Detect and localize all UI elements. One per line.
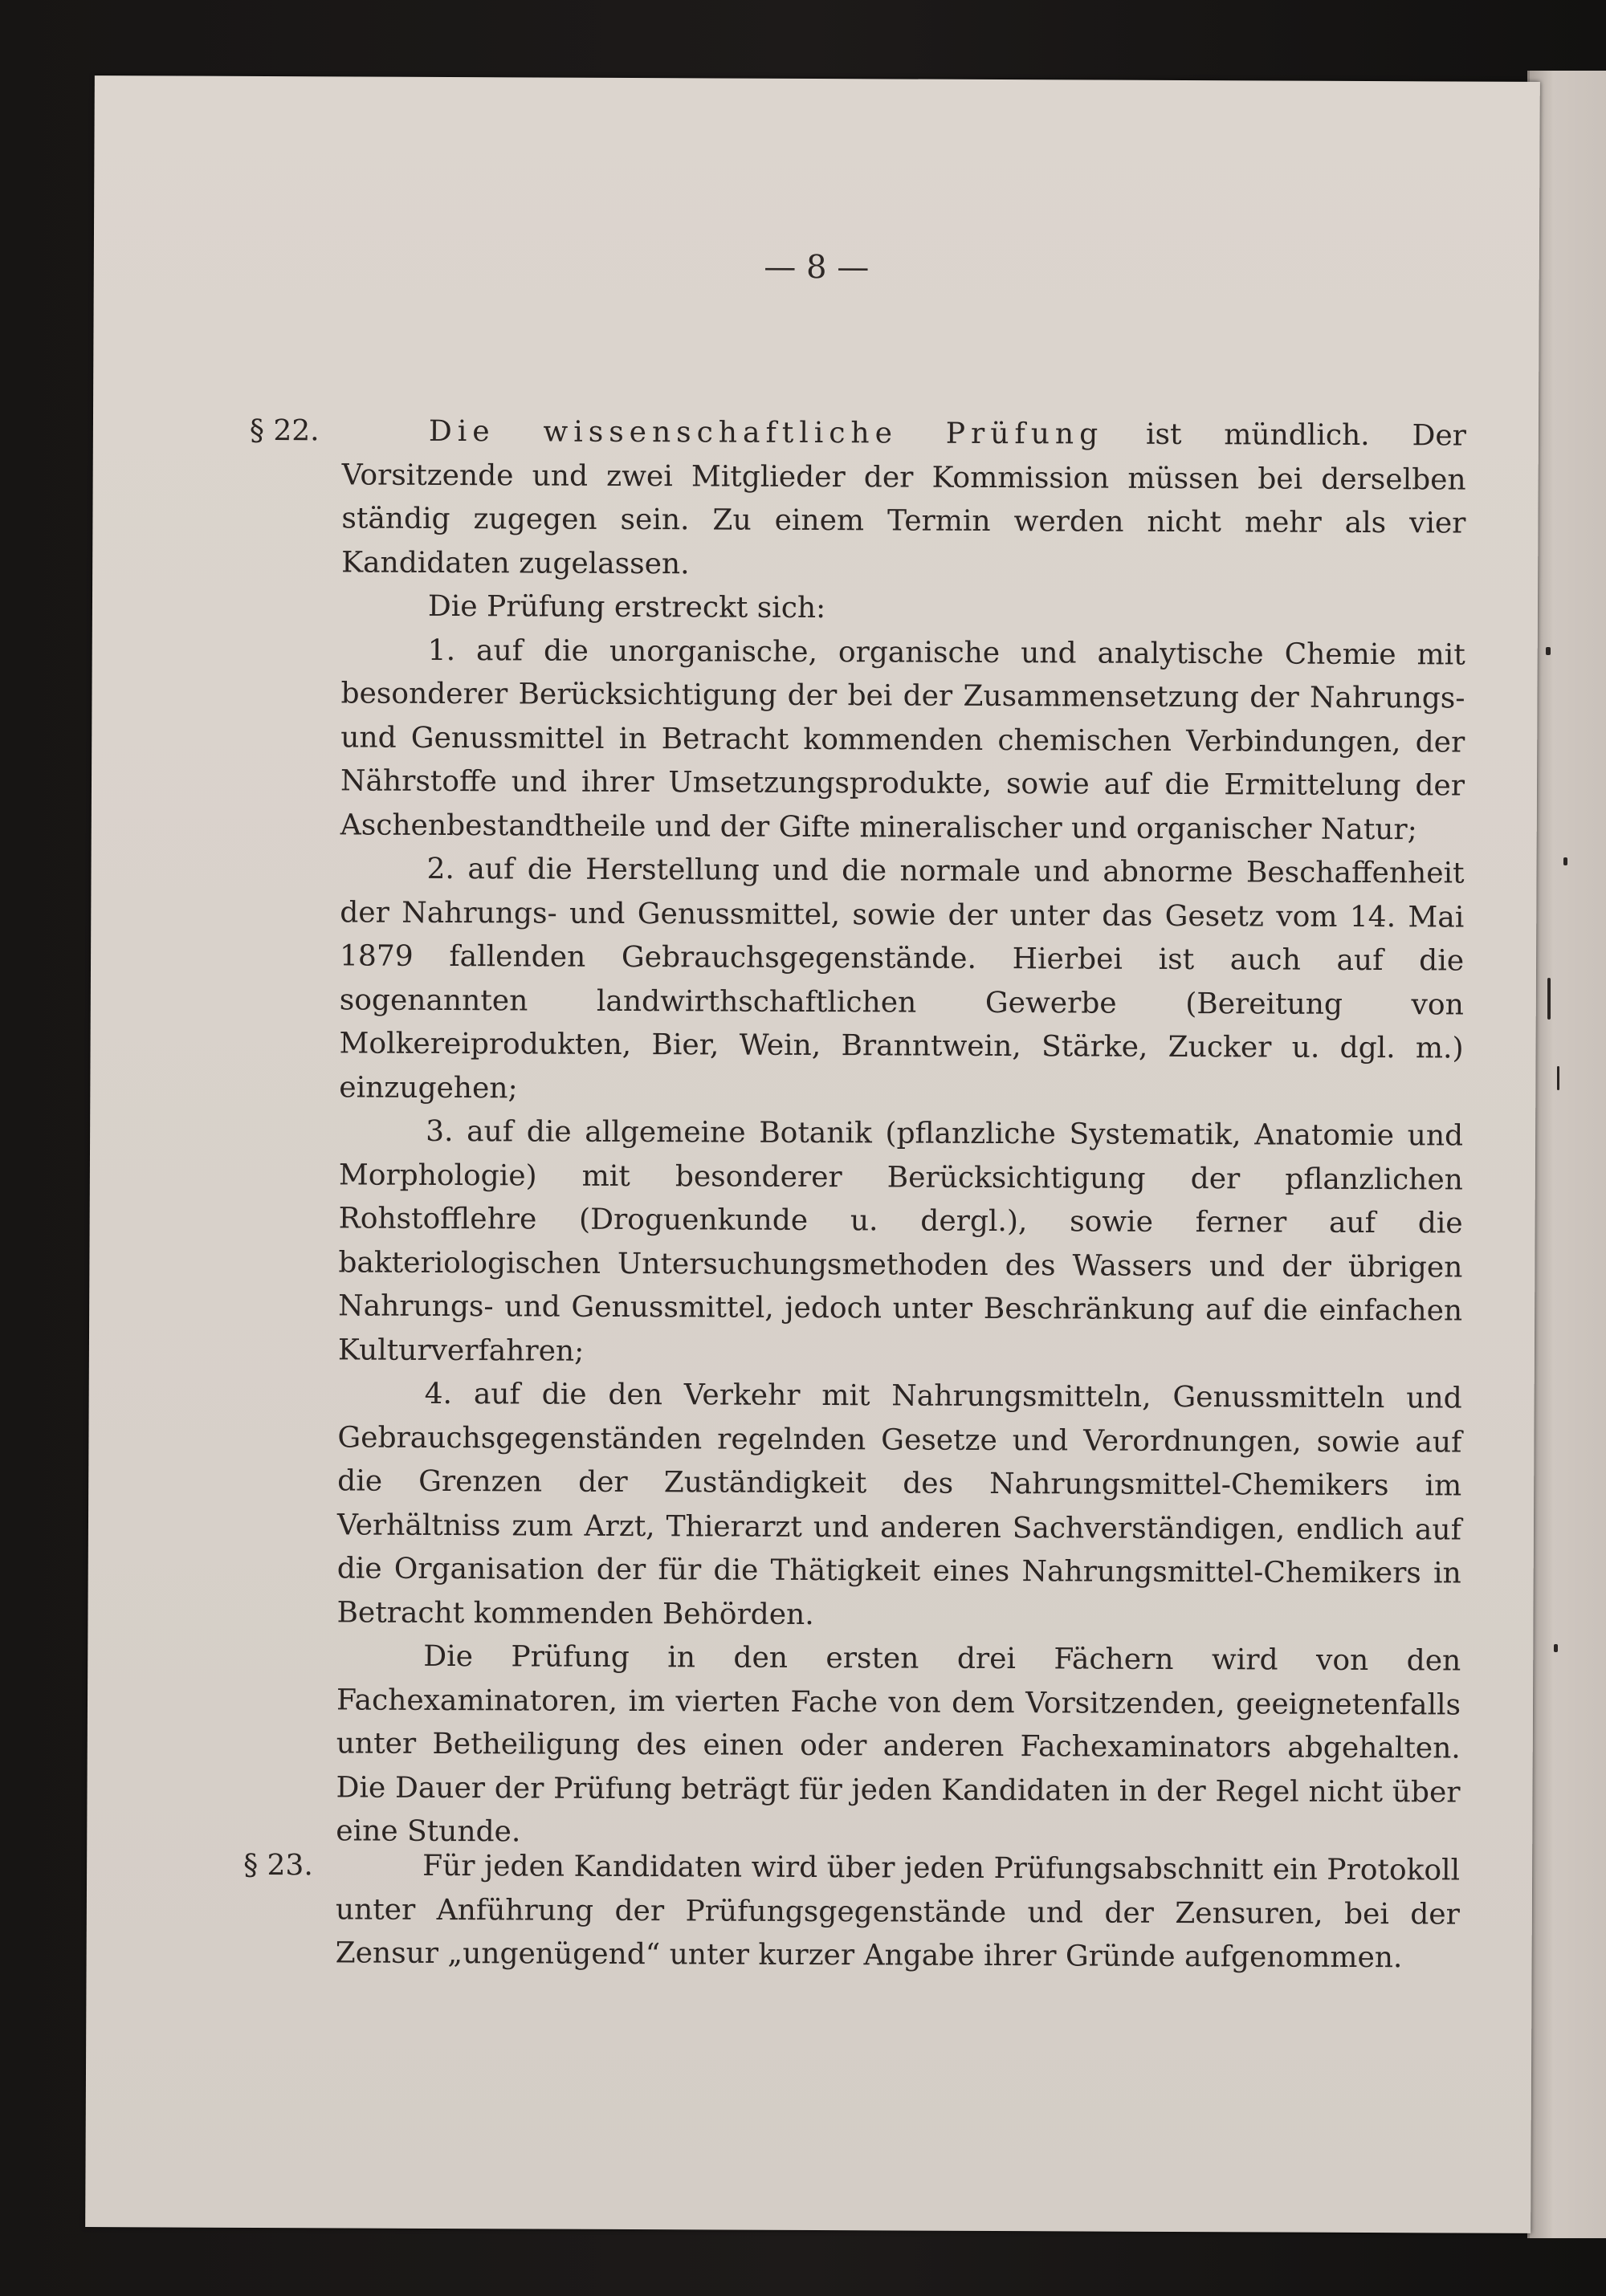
- bleed-through-mark: [1557, 1066, 1559, 1090]
- section-number: § 23.: [243, 1848, 313, 1883]
- section-number: § 22.: [249, 413, 320, 448]
- section-22: [249, 409, 1466, 1858]
- list-item: 1. auf die unorganische, organische und analytische Chemie mit besonderer Berücksichtigung der bei der Zusammensetzung der Nahrungs- und Genussmittel in Betracht kommenden chemischen Verbindungen, der Nährstoffe und ihrer Umsetzungsprodukte, sowie auf die Ermittelung der Aschenbestandtheile und der Gifte mineralischer und organischer Natur;: [340, 633, 1465, 846]
- intro-line: Die Prüfung erstreckt sich:: [427, 589, 826, 625]
- bleed-through-mark: [1554, 1644, 1558, 1652]
- book-page: [85, 75, 1540, 2233]
- adjacent-page-edge: [1527, 71, 1606, 2238]
- closing-paragraph: Die Prüfung in den ersten drei Fächern wird von den Fachexaminatoren, im vierten Fache von dem Vorsitzenden, geeignetenfalls unter Betheiligung des einen oder anderen Fachexaminators abgehalten. Die Dauer der Prüfung beträgt für jeden Kandidaten in der Regel nicht über eine Stunde.: [336, 1639, 1461, 1849]
- section-paragraph: Für jeden Kandidaten wird über jeden Prüfungsabschnitt ein Protokoll unter Anführung der Prüfungsgegenstände und der Zensuren, bei der Zensur „ungenügend“ unter kurzer Angabe ihrer Gründe aufgenommen.: [335, 1849, 1461, 1975]
- bleed-through-mark: [1563, 857, 1567, 865]
- list-item: 3. auf die allgemeine Botanik (pflanzliche Systematik, Anatomie und Morphologie) mit besonderer Berücksichtigung der pflanzlichen Rohstofflehre (Droguenkunde u. dergl.), sowie ferner auf die bakteriologischen Untersuchungsmethoden des Wassers und der übrigen Nahrungs- und Genussmittel, jedoch unter Beschränkung auf die einfachen Kulturverfahren;: [337, 1114, 1464, 1368]
- emphasized-phrase: Die wissenschaftliche Prüfung: [428, 414, 1104, 451]
- page-number: — 8 —: [764, 248, 870, 287]
- lead-text: ist mündlich. Der Vorsitzende und zwei Mitglieder der Kommission müssen bei derselben ständig zugegen sein. Zu einem Termin werden nicht mehr als vier Kandidaten zugelassen.: [341, 417, 1466, 580]
- list-item: 4. auf die den Verkehr mit Nahrungsmitteln, Genussmitteln und Gebrauchsgegenständen regelnden Gesetze und Verordnungen, sowie auf die Grenzen der Zuständigkeit des Nahrungsmittel-Chemikers im Verhältniss zum Arzt, Thierarzt und anderen Sachverständigen, endlich auf die Organisation der für die Thätigkeit eines Nahrungsmittel-Chemikers in Betracht kommenden Behörden.: [336, 1377, 1462, 1631]
- bleed-through-mark: [1547, 978, 1551, 1020]
- section-23: [243, 1844, 1461, 1981]
- bleed-through-mark: [1546, 647, 1551, 655]
- section-lead-paragraph: [341, 409, 1466, 589]
- list-item: 2. auf die Herstellung und die normale und abnorme Beschaffenheit der Nahrungs- und Genussmittel, sowie der unter das Gesetz vom 14. Mai 1879 fallenden Gebrauchsgegenstände. Hierbei ist auch auf die sogenannten landwirthschaftlichen Gewerbe (Bereitung von Molkereiprodukten, Bier, Wein, Branntwein, Stärke, Zucker u. dgl. m.) einzugehen;: [339, 852, 1465, 1105]
